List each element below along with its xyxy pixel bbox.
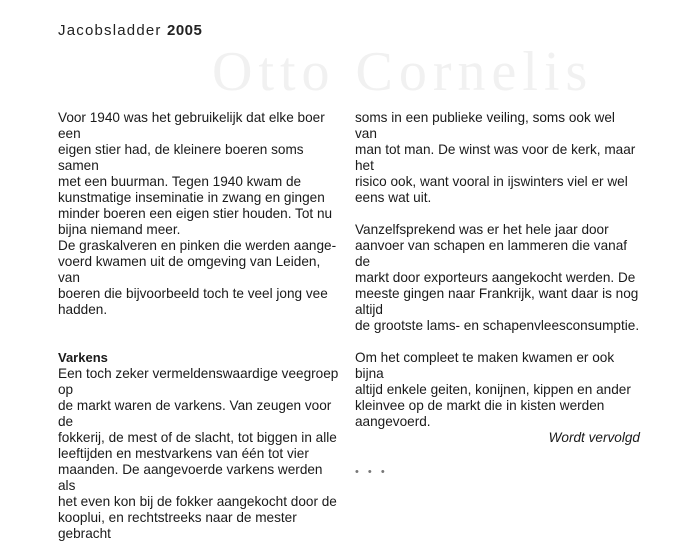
text-line: Om het compleet te maken kwamen er ook bijna (355, 350, 615, 381)
text-line: kooplui, en rechtstreeks naar de mester gebracht (58, 510, 297, 541)
text-line: voerd kwamen uit de omgeving van Leiden, van (58, 254, 321, 285)
section-heading-varkens: Varkens (58, 350, 108, 365)
intro-paragraph (58, 110, 340, 318)
text-line: de grootste lams- en schapenvleesconsumptie. (355, 318, 640, 333)
text-line: man tot man. De winst was voor de kerk, maar het (355, 142, 636, 173)
text-line: minder boeren een eigen stier houden. Tot nu (58, 206, 333, 221)
page-header (58, 22, 202, 39)
text-line: altijd enkele geiten, konijnen, kippen en ander (355, 382, 631, 397)
text-line: Vanzelfsprekend was er het hele jaar door (355, 222, 609, 237)
varkens-paragraph (58, 366, 340, 542)
paragraph-veiling (355, 110, 640, 206)
text-line: maanden. De aangevoerde varkens werden als (58, 462, 323, 493)
continued-note: Wordt vervolgd (548, 430, 640, 445)
text-line: markt door exporteurs aangekocht werden. De (355, 270, 636, 285)
text-line: eigen stier had, de kleinere boeren soms samen (58, 142, 304, 173)
text-line: hadden. (58, 302, 108, 317)
text-line: boeren die bijvoorbeeld toch te veel jong vee (58, 286, 328, 301)
text-line: het even kon bij de fokker aangekocht door de (58, 494, 337, 509)
text-line: leeftijden en mestvarkens van één tot vier (58, 446, 309, 461)
left-column (58, 110, 340, 542)
text-line: soms in een publieke veiling, soms ook wel van (355, 110, 615, 141)
section-dots: • • • (355, 466, 388, 478)
text-line: eens wat uit. (355, 190, 432, 205)
text-line: de markt waren de varkens. Van zeugen voor de (58, 398, 332, 429)
text-line: De graskalveren en pinken die werden aange- (58, 238, 337, 253)
header-year: 2005 (167, 22, 203, 39)
header-title: Jacobsladder (58, 22, 162, 39)
text-line: aangevoerd. (355, 414, 431, 429)
text-line: kleinvee op de markt die in kisten werden (355, 398, 605, 413)
text-line: Een toch zeker vermeldenswaardige veegroep op (58, 366, 339, 397)
text-line: aanvoer van schapen en lammeren die vanaf de (355, 238, 628, 269)
watermark-title: Otto Cornelis (212, 41, 594, 103)
text-line: Voor 1940 was het gebruikelijk dat elke boer een (58, 110, 325, 141)
text-line: meeste gingen naar Frankrijk, want daar is nog altijd (355, 286, 639, 317)
text-line: kunstmatige inseminatie in zwang en gingen (58, 190, 325, 205)
text-line: bijna niemand meer. (58, 222, 181, 237)
text-line: met een buurman. Tegen 1940 kwam de (58, 174, 302, 189)
paragraph-schapen (355, 222, 640, 334)
text-line: risico ook, want vooral in ijswinters viel er wel (355, 174, 628, 189)
paragraph-kleinvee (355, 350, 640, 430)
right-column (355, 110, 640, 480)
text-line: fokkerij, de mest of de slacht, tot biggen in alle (58, 430, 337, 445)
